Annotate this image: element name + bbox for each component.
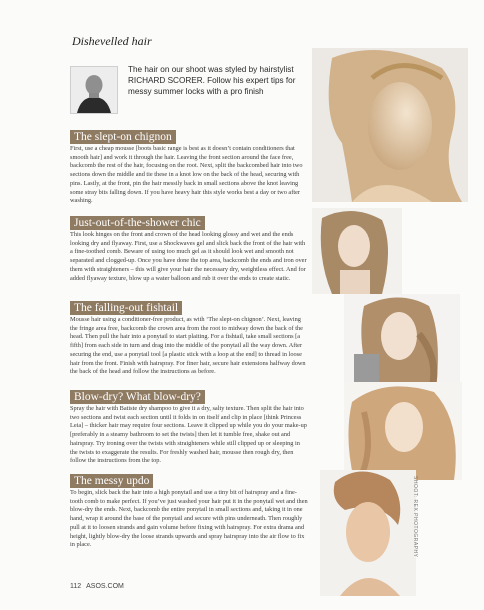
section-body-blowdry: Spray the hair with Batiste dry shampoo to give it a dry, salty texture. Then split the hair into two sections and twist each section until it folds in on itself and clip in place [think Princess Leia] – thicker hair may require four sections. Leave it clipped up while you do your make-up [preferably in a steamy bathroom to set the twists] then let it tumble free, shake out and hairspray. Try ironing over the twists with straighteners while still clipped up or sleeping in the twists to exaggerate the results. For freshly washed hair, mousse then rough dry, then follow the instructions from the top.: [70, 405, 307, 465]
section-heading-chignon: The slept-on chignon: [70, 130, 176, 144]
section-heading-fishtail: The falling-out fishtail: [70, 301, 182, 315]
site-name: ASOS.COM: [86, 583, 124, 590]
stylist-photo-icon: [71, 67, 117, 113]
section-heading-blowdry: Blow-dry? What blow-dry?: [70, 390, 205, 404]
photo-blowdry: [344, 382, 462, 480]
section-body-shower: This look hinges on the front and crown of the head looking glossy and wet and the ends looking dry and flyaway. First, use a Shockwaves gel and slick back the front of the hair with a fine-toothed comb. Beware of using too much gel as it should look wet and smooth not separated and clogged-up. Once you have done the top area, backcomb the ends and iron over them with straighteners – this will give your hair the necessary dry, weightless effect. And for added flyaway texture, blow up a water balloon and rub it over the ends to create static.: [70, 231, 307, 282]
section-heading-shower: Just-out-of-the-shower chic: [70, 216, 205, 230]
intro-block: [70, 62, 316, 122]
photo-shower: [312, 208, 402, 294]
photo-credit: [412, 476, 428, 566]
photo-chignon: [312, 48, 468, 202]
stylist-portrait: [70, 66, 118, 114]
section-body-fishtail: Mousse hair using a conditioner-free product, as with ‘The slept-on chignon’. Next, leaving the fringe area free, backcomb the crown area from the root to midway down the back of the head. Then pull the hair into a ponytail to start plaiting. For a fishtail, take small sections [a fifth] from each side in turn and drag into the middle of the ponytail all the way down. After securing the end, use a ponytail tool [a plastic stick with a loop at the end] to thread in loose hair from the front. Finish with hairspray. For finer hair, secure hair extensions halfway down the back of the head and follow the instructions as before.: [70, 316, 306, 376]
page-footer: [70, 583, 124, 590]
section-heading-updo: The messy updo: [70, 474, 153, 488]
section-body-chignon: First, use a cheap mousse [boots basic range is best as it doesn’t contain conditioners that smooth hair] and work it through the hair. Leaving the front section around the face free, backcomb the rest of the hair, focusing on the root. Next, split the backcombed hair into two sections down the middle and tie these in a knot low on the back of the head, securing with pins. Lastly, at the front, pin the hair messily back in small sections above the knot leaving some stray bits falling down. If you have heavy hair this style works best a day or two after washing.: [70, 145, 303, 205]
page-number: 112: [70, 583, 82, 590]
photo-fishtail: [344, 294, 460, 388]
page-title: Dishevelled hair: [72, 34, 152, 48]
photo-updo: [320, 470, 416, 596]
photo-credit-text: SHOOT: REX PHOTOGRAPHY: [412, 476, 418, 558]
section-body-updo: To begin, slick back the hair into a high ponytail and use a tiny bit of hairspray and a fine-tooth comb to make perfect. If you’ve just washed your hair put it in the ponytail wet and then blow-dry the ends. Next, backcomb the entire ponytail in small sections and, taking it in one hand, wrap it around the base of the ponytail and secure with pins underneath. Then roughly pull at it to loosen strands and gain volume before fixing with hairspray. For extra drama and height, lightly blow-dry the loose strands upwards and spray hairspray into the air flow to fix in place.: [70, 489, 308, 549]
intro-text: The hair on our shoot was styled by hairstylist RICHARD SCORER. Follow his expert tips for messy summer locks with a pro finish: [128, 65, 296, 96]
